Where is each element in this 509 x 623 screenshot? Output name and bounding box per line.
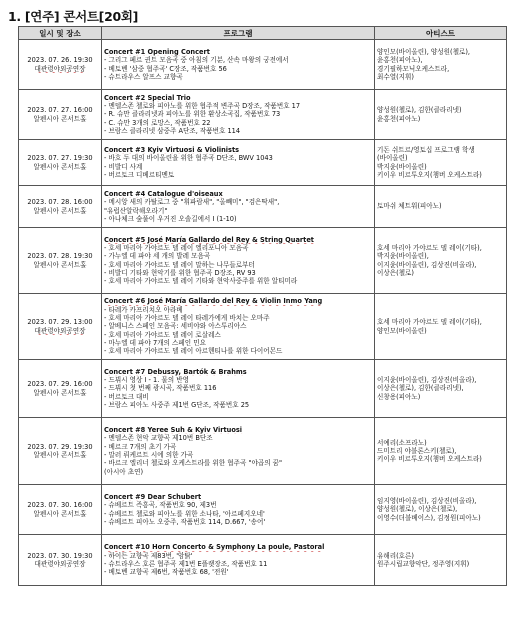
- concert-venue: 대관령야외공연장: [34, 560, 86, 568]
- artist-line: 토마쉬 체트워(피아노): [377, 202, 442, 211]
- program-item: - 드뷔시 영상 I - 1. 물의 반영: [104, 376, 189, 385]
- program-item: - 호세 마리아 가야르도 델 레이 로살레스: [104, 330, 221, 339]
- table-row: [19, 294, 507, 360]
- program-item: - 알베니스 스페인 모음곡: 세비야와 아스투리아스: [104, 322, 247, 331]
- program-item: - 브람스 피아노 사중주 제1번 G단조, 작품번호 25: [104, 400, 250, 409]
- table-row: [19, 535, 507, 586]
- concert-venue: 알펜시아 콘서트홀: [33, 260, 87, 269]
- program-item: - 베토벤 교향곡 제6번, 작품번호 68, '전원': [104, 568, 229, 577]
- program-item: - 그리그 페르 귄트 모음곡 중 아침의 기분, 산속 마왕의 궁전에서: [104, 56, 289, 65]
- artist-line: 이상은(첼로), 김한(클라리넷),: [377, 384, 464, 393]
- artist-line: 원주시립교향악단, 정주영(지휘): [377, 560, 470, 568]
- concert-title: Concert #10 Horn Concerto & Symphony La poule, Pastoral: [104, 543, 325, 552]
- artist-line: 호세 마리아 가야르도 델 레이(기타),: [377, 318, 482, 327]
- artist-cell: [375, 294, 507, 360]
- concert-date: 2023. 07. 26. 19:30: [27, 56, 93, 65]
- concert-venue: 알펜시아 콘서트홀: [33, 114, 87, 123]
- table-row: [19, 485, 507, 535]
- schedule-cell: [19, 418, 102, 485]
- program-item: - 하이든 교향곡 제83번, '암탉': [104, 551, 193, 560]
- concert-date: 2023. 07. 29. 13:00: [27, 318, 93, 327]
- concert-title: Concert #8 Yeree Suh & Kyiv Virtuosi: [104, 426, 243, 435]
- program-item: - 호세 마리아 가야르도 델 레이 기타와 현악사중주를 위한 알티미라: [104, 277, 298, 286]
- artist-line: 양성원(첼로), 김한(클라리넷): [377, 106, 462, 115]
- table-row: [19, 186, 507, 228]
- artist-line: 경기필하모닉오케스트라,: [377, 64, 450, 73]
- program-cell: [102, 90, 375, 140]
- schedule-cell: [19, 294, 102, 360]
- column-header-date: 일시 및 장소: [19, 27, 102, 40]
- program-item: - 슈트라우스 알프스 교향곡: [104, 72, 183, 81]
- artist-line: 양인모(바이올린): [377, 326, 427, 335]
- artist-cell: [375, 228, 507, 294]
- concert-date: 2023. 07. 28. 16:00: [27, 198, 93, 207]
- program-item: - 베토벤 '삼중 협주곡' C장조, 작품번호 56: [104, 64, 227, 73]
- concert-title: Concert #2 Special Trio: [104, 93, 191, 102]
- program-item: - 버르토크 디베르티멘토: [104, 170, 175, 179]
- artist-line: 윤홍천(피아노),: [377, 56, 423, 65]
- concert-date: 2023. 07. 28. 19:30: [27, 252, 93, 261]
- artist-cell: [375, 418, 507, 485]
- program-item: - 멘델스존 첼로와 피아노를 위한 협주적 변주곡 D장조, 작품번호 17: [104, 102, 301, 111]
- artist-line: 최수열(지휘): [377, 72, 414, 81]
- concert-venue: 알펜시아 콘서트홀: [33, 451, 87, 459]
- program-item: - 마누엘 데 파야 7개의 스페인 민요: [104, 338, 206, 347]
- artist-line: 신창용(피아노): [377, 392, 421, 401]
- table-row: [19, 418, 507, 485]
- artist-line: 윤홍천(피아노): [377, 114, 421, 123]
- program-item: - 슈트라우스 호른 협주곡 제1번 E플랫장조, 작품번호 11: [104, 560, 268, 568]
- concert-venue: 대관령야외공연장: [34, 326, 86, 335]
- artist-line: 양성원(첼로), 이상은(첼로),: [377, 505, 458, 514]
- concert-title: Concert #1 Opening Concert: [104, 47, 210, 56]
- artist-cell: [375, 360, 507, 418]
- artist-cell: [375, 140, 507, 186]
- concert-date: 2023. 07. 29. 19:30: [27, 442, 93, 451]
- program-item: (아시아 초연): [104, 467, 144, 476]
- concert-date: 2023. 07. 27. 19:30: [27, 154, 93, 163]
- concert-title: Concert #7 Debussy, Bartók & Brahms: [104, 367, 247, 376]
- schedule-cell: [19, 485, 102, 535]
- program-item: - 비발디 사계: [104, 162, 143, 171]
- schedule-cell: [19, 40, 102, 90]
- program-item: - 바르크 엘리너 첼로와 오케스트라를 위한 협주곡 "야곱의 꿈": [104, 459, 283, 468]
- concert-venue: 알펜시아 콘서트홀: [33, 509, 87, 518]
- program-item: - 베르크 7개의 초기 가곡: [104, 442, 177, 451]
- program-item: - 바흐 두 대의 바이올린을 위한 협주곡 D단조, BWV 1043: [104, 154, 273, 163]
- program-cell: [102, 140, 375, 186]
- concert-title: Concert #6 José María Gallardo del Rey & Violin Inmo Yang: [104, 297, 323, 306]
- program-item: - 드뷔시 첫 번째 광시곡, 작품번호 116: [104, 384, 217, 393]
- table-row: [19, 360, 507, 418]
- program-item: - 슈베르트 즉흥곡, 작품번호 90, 제3번: [104, 501, 217, 510]
- program-item: - 비발디 기타와 현악기를 위한 협주곡 D장조, RV 93: [104, 268, 256, 277]
- program-cell: [102, 360, 375, 418]
- program-item: - 타레가 카프리치오 아라베: [104, 305, 183, 314]
- artist-cell: [375, 186, 507, 228]
- program-cell: [102, 485, 375, 535]
- artist-line: 이상은(첼로): [377, 268, 414, 277]
- artist-cell: [375, 485, 507, 535]
- program-cell: [102, 418, 375, 485]
- artist-line: 양인모(바이올린), 양성원(첼로),: [377, 47, 471, 56]
- artist-line: 이지윤(바이올린), 김상진(비올라),: [377, 376, 477, 385]
- program-item: - R. 슈만 클라리넷과 피아노를 위한 환상소곡집, 작품번호 73: [104, 110, 281, 119]
- artist-line: 이지윤(바이올린), 김상진(비올라),: [377, 260, 477, 269]
- table-header-row: [19, 27, 507, 40]
- program-item: - 브람스 클라리넷 삼중주 A단조, 작품번호 114: [104, 126, 241, 135]
- table-body: [19, 40, 507, 586]
- concert-title: Concert #3 Kyiv Virtuosi & Violinists: [104, 145, 240, 154]
- artist-line: 이영수(더블베이스), 김정원(피아노): [377, 513, 481, 522]
- table-row: [19, 228, 507, 294]
- artist-line: 박지윤(바이올린),: [377, 252, 429, 261]
- artist-line: 유해리(호른): [377, 551, 414, 560]
- schedule-cell: [19, 535, 102, 586]
- program-item: - 아나체크 숲풀이 우거진 오솔길에서 I (1-10): [104, 214, 237, 223]
- program-cell: [102, 186, 375, 228]
- program-item: - C. 슈만 3개의 로망스, 작품번호 22: [104, 118, 211, 127]
- program-cell: [102, 294, 375, 360]
- concert-title: Concert #5 José María Gallardo del Rey & String Quartet: [104, 235, 314, 244]
- concert-date: 2023. 07. 29. 16:00: [27, 380, 93, 389]
- program-item: - 버르토크 대비: [104, 392, 149, 401]
- schedule-cell: [19, 360, 102, 418]
- program-cell: [102, 535, 375, 586]
- program-item: - 호세 마리아 가야르도 델 레이 말하는 나무들로부터: [104, 260, 255, 269]
- concert-venue: 알펜시아 콘서트홀: [33, 388, 87, 397]
- program-item: - 호세 마리아 가야르도 델 레이 아르헨티나를 위한 다이어몬드: [104, 347, 283, 356]
- concert-date: 2023. 07. 30. 16:00: [27, 501, 93, 510]
- program-item: - 호세 마리아 가야르도 델 레이 엘리포니아 모음곡: [104, 243, 249, 252]
- artist-line: 키이우 비르투오지(챔버 오케스트라): [377, 455, 482, 464]
- program-item: - 메시앙 새의 카탈로그 중 "휘파람새", "올빼미", "검은딱새",: [104, 198, 280, 207]
- concert-venue: 알펜시아 콘서트홀: [33, 162, 87, 171]
- schedule-cell: [19, 140, 102, 186]
- artist-line: 기돈 쉬트르/영토십 프로그램 학생: [377, 145, 475, 154]
- concert-schedule-table: [18, 26, 507, 586]
- program-cell: [102, 40, 375, 90]
- concert-title: Concert #4 Catalogue d'oiseaux: [104, 189, 223, 198]
- artist-line: 임지영(바이올린), 김상진(비올라),: [377, 497, 477, 506]
- schedule-cell: [19, 186, 102, 228]
- concert-date: 2023. 07. 30. 19:30: [27, 551, 93, 560]
- program-item: - 호세 마리아 가야르도 델 레이 타레가에게 바치는 오마주: [104, 314, 270, 323]
- program-item: - 슈베르트 피아노 오중주, 작품번호 114, D.667, '송어': [104, 517, 266, 526]
- program-item: - 멘델스존 현악 교향곡 제10번 B단조: [104, 434, 213, 443]
- table-row: [19, 90, 507, 140]
- program-cell: [102, 228, 375, 294]
- artist-cell: [375, 90, 507, 140]
- table-row: [19, 140, 507, 186]
- schedule-cell: [19, 228, 102, 294]
- program-item: - 가누엘 데 파야 세 개의 발레 모음곡: [104, 252, 211, 261]
- schedule-cell: [19, 90, 102, 140]
- program-item: - 슈베르트 첼로와 피아노를 위한 소나타, '아르페지오네': [104, 509, 265, 518]
- artist-cell: [375, 535, 507, 586]
- artist-line: 키이우 비르투오지(챔버 오케스트라): [377, 170, 482, 179]
- column-header-artist: 아티스트: [375, 27, 507, 40]
- program-item: - 말러 뤼케르트 시에 의한 가곡: [104, 451, 194, 459]
- artist-line: 호세 마리아 가야르도 델 레이(기타),: [377, 243, 482, 252]
- artist-line: 드미트리 야블론스키(첼로),: [377, 446, 457, 455]
- artist-line: (바이올린): [377, 154, 408, 163]
- column-header-program: 프로그램: [102, 27, 375, 40]
- artist-line: 박지윤(바이올린): [377, 162, 427, 171]
- concert-venue: 대관령야외공연장: [34, 64, 86, 73]
- section-heading: 1. [연주] 콘서트[20회]: [8, 9, 139, 24]
- artist-line: 서예리(소프라노): [377, 438, 427, 447]
- table-row: [19, 40, 507, 90]
- artist-cell: [375, 40, 507, 90]
- program-item: "유럽산알락해오라기": [104, 206, 168, 215]
- concert-title: Concert #9 Dear Schubert: [104, 492, 202, 501]
- concert-date: 2023. 07. 27. 16:00: [27, 106, 93, 115]
- concert-venue: 알펜시아 콘서트홀: [33, 206, 87, 215]
